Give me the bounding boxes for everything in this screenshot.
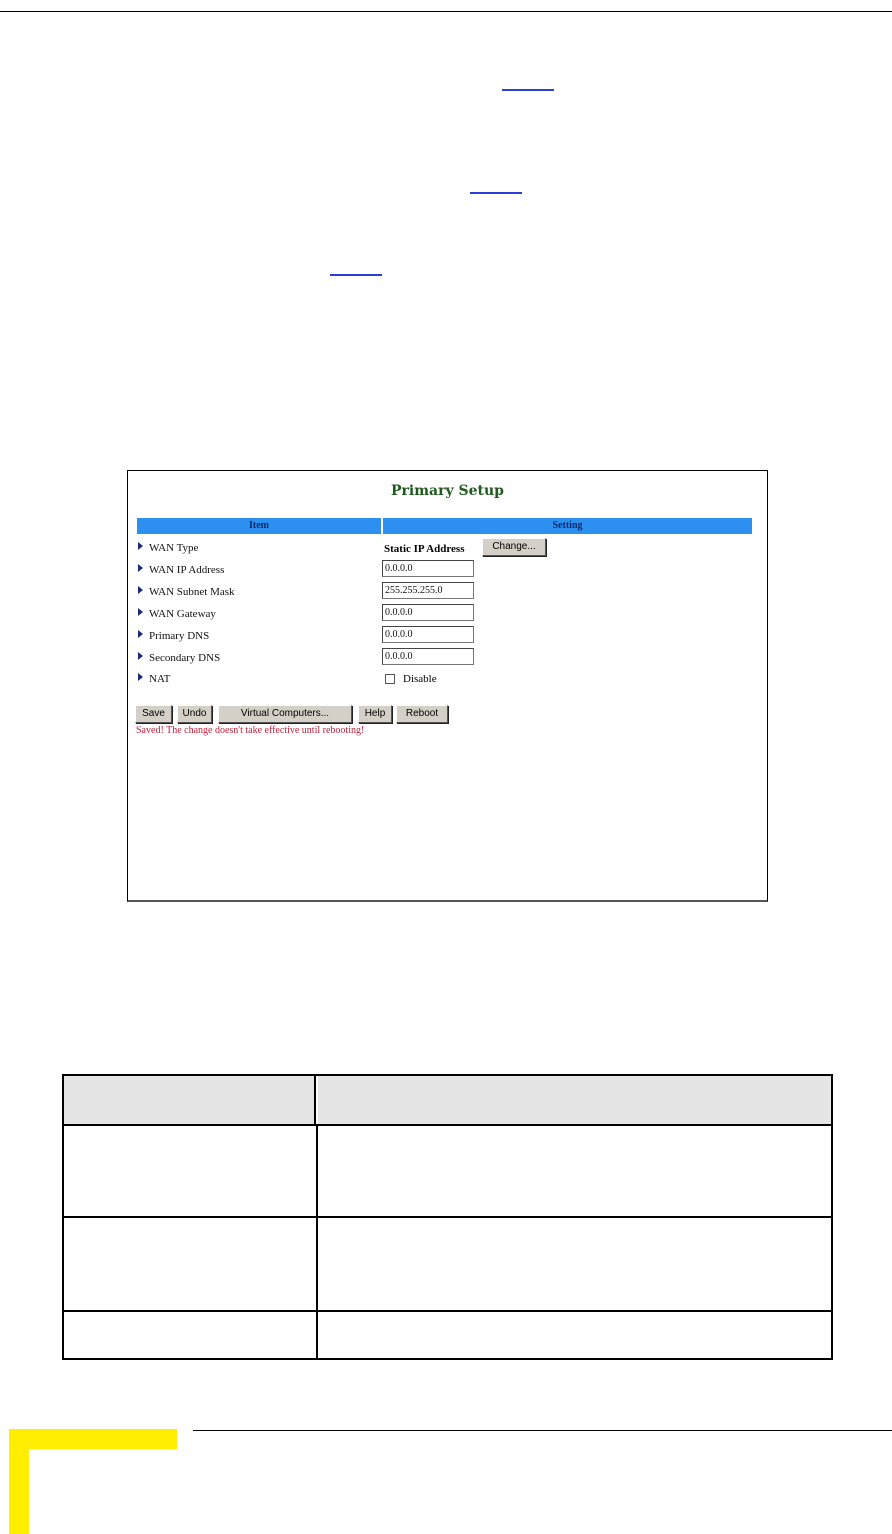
- page-title: Primary Setup: [391, 483, 504, 499]
- wan-gateway-field[interactable]: 0.0.0.0: [382, 604, 474, 621]
- nat-disable-label: Disable: [403, 673, 437, 685]
- row-label-secondary-dns: Secondary DNS: [138, 651, 220, 665]
- description-table: [62, 1074, 833, 1360]
- table-header-cell-1: [64, 1076, 316, 1124]
- status-message: Saved! The change doesn't take effective until rebooting!: [136, 725, 365, 736]
- bullet-triangle-icon: [138, 673, 143, 681]
- hyperlink-underline-3[interactable]: [330, 274, 382, 276]
- wan-subnet-field[interactable]: 255.255.255.0: [382, 582, 474, 599]
- reboot-button[interactable]: Reboot: [396, 705, 448, 723]
- bullet-triangle-icon: [138, 630, 143, 638]
- bullet-triangle-icon: [138, 542, 143, 550]
- footer-yellow-bar: [9, 1429, 177, 1449]
- hyperlink-underline-2[interactable]: [470, 192, 522, 194]
- wan-ip-field[interactable]: 0.0.0.0: [382, 560, 474, 577]
- virtual-computers-button[interactable]: Virtual Computers...: [218, 705, 352, 723]
- table-rule: [64, 1124, 831, 1126]
- primary-dns-field[interactable]: 0.0.0.0: [382, 626, 474, 643]
- page-top-rule: [0, 11, 892, 12]
- save-button[interactable]: Save: [135, 705, 172, 723]
- bullet-triangle-icon: [138, 652, 143, 660]
- row-label-wan-ip: WAN IP Address: [138, 563, 224, 577]
- primary-setup-screenshot: [127, 470, 768, 902]
- table-column-divider: [316, 1124, 318, 1358]
- row-label-wan-subnet: WAN Subnet Mask: [138, 585, 235, 599]
- nat-disable-checkbox[interactable]: [385, 674, 395, 684]
- secondary-dns-field[interactable]: 0.0.0.0: [382, 648, 474, 665]
- table-rule: [64, 1216, 831, 1218]
- row-label-nat: NAT: [138, 672, 170, 686]
- footer-yellow-bar-vertical: [9, 1429, 29, 1534]
- table-header-cell-2: [318, 1076, 831, 1124]
- row-label-wan-gateway: WAN Gateway: [138, 607, 216, 621]
- column-header-item: Item: [137, 518, 381, 534]
- table-rule: [64, 1310, 831, 1312]
- footer-rule: [193, 1430, 892, 1431]
- bullet-triangle-icon: [138, 564, 143, 572]
- help-button[interactable]: Help: [358, 705, 392, 723]
- bullet-triangle-icon: [138, 608, 143, 616]
- change-button[interactable]: Change...: [482, 538, 546, 556]
- row-label-wan-type: WAN Type: [138, 541, 198, 555]
- wan-type-value: Static IP Address: [384, 543, 465, 555]
- column-header-setting: Setting: [383, 518, 752, 534]
- undo-button[interactable]: Undo: [177, 705, 212, 723]
- row-label-primary-dns: Primary DNS: [138, 629, 209, 643]
- hyperlink-underline-1[interactable]: [502, 89, 554, 91]
- bullet-triangle-icon: [138, 586, 143, 594]
